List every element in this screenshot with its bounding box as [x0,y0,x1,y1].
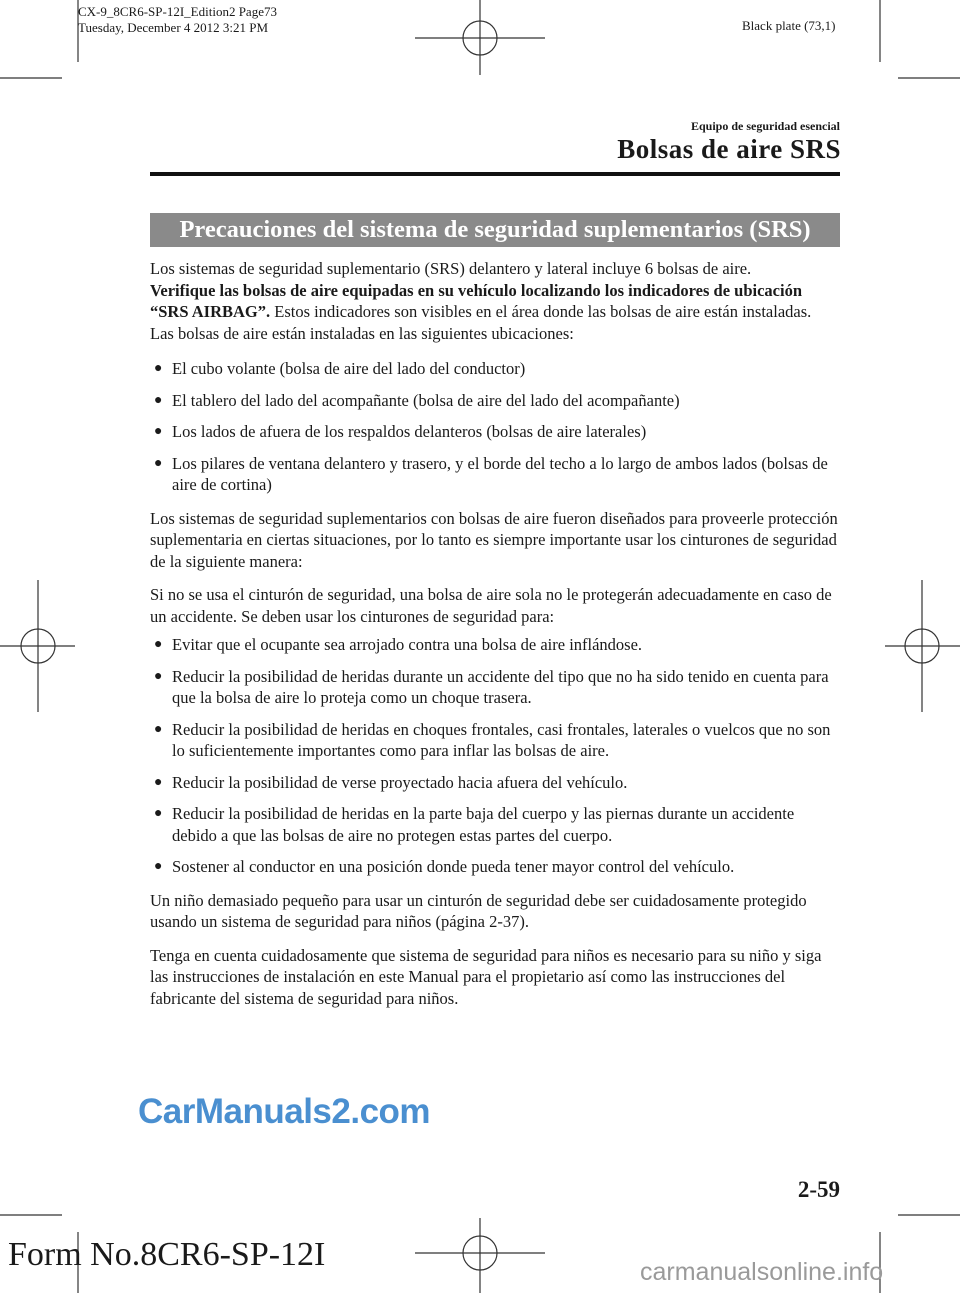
list-item: ● El cubo volante (bolsa de aire del lado del conductor) [154,359,526,378]
intro-paragraph [150,258,842,323]
plate-header [78,4,277,36]
page-content [150,258,842,1021]
section-title: Bolsas de aire SRS [617,134,841,164]
list-item: ● Evitar que el ocupante sea arrojado contra una bolsa de aire inflándose. [154,635,643,654]
bullet-icon: ● [154,668,163,684]
bullet-icon: ● [154,361,163,376]
designed-paragraph: Los sistemas de seguridad suplementarios con bolsas de aire fueron diseñados para proveerle protección suplementaria en ciertas situaciones, por lo tanto es siempre importante usar los cinturones de seguridad de la siguiente manera: [150,508,838,571]
intro-sentence-rest: Estos indicadores son visibles en el área donde las bolsas de aire están instaladas. [270,302,812,321]
list-item: ● Los lados de afuera de los respaldos delanteros (bolsas de aire laterales) [154,422,647,441]
bullet-icon: ● [154,721,163,737]
section-label: Equipo de seguridad esencial [690,119,840,133]
bullet-icon: ● [154,424,163,439]
form-number: Form No.8CR6-SP-12I [8,1236,326,1273]
intro-bold-instruction: Verifique las bolsas de aire equipadas en su vehículo localizando los indicadores de ubicación “SRS AIRBAG”. [150,280,802,321]
list-item: ● El tablero del lado del acompañante (bolsa de aire del lado del acompañante) [154,390,680,410]
bullet-icon: ● [154,392,163,408]
belt-reasons-list [150,634,842,878]
list-item: ● Sostener al conductor en una posición donde pueda tener mayor control del vehículo. [154,857,735,876]
belt-paragraph: Si no se usa el cinturón de seguridad, una bolsa de aire sola no le protegerán adecuadamente en caso de un accidente. Se deben usar los cinturones de seguridad para: [150,585,832,626]
bullet-icon: ● [154,859,163,874]
site-watermark: carmanualsonline.info [640,1258,884,1286]
list-item: ● Reducir la posibilidad de heridas en choques frontales, casi frontales, laterales o vuelcos que no son lo suficientemente importantes como para inflar las bolsas de aire. [154,719,831,760]
list-item: ● Reducir la posibilidad de verse proyectado hacia afuera del vehículo. [154,772,628,792]
list-item: ● Reducir la posibilidad de heridas durante un accidente del tipo que no ha sido tenido en cuenta para que la bolsa de aire lo proteja como un choque trasera. [154,666,829,707]
child-paragraph: Un niño demasiado pequeño para usar un cinturón de seguridad debe ser cuidadosamente protegido usando un sistema de seguridad para niños (página 2-37). [150,890,807,931]
list-item: ● Los pilares de ventana delantero y trasero, y el borde del techo a lo largo de ambos lados (bolsas de aire de cortina) [154,453,828,494]
topic-banner: Precauciones del sistema de seguridad suplementarios (SRS) [150,213,840,247]
bullet-icon: ● [154,455,163,471]
section-rule [150,172,840,176]
bullet-icon: ● [154,806,163,821]
list-item: ● Reducir la posibilidad de heridas en la parte baja del cuerpo y las piernas durante un accidente debido a que las bolsas de aire no protegen estas partes del cuerpo. [154,804,795,845]
bullet-icon: ● [154,774,163,790]
plate-date-line: Tuesday, December 4 2012 3:21 PM [78,20,269,35]
page-number: 2-59 [797,1177,840,1202]
airbag-locations-list [150,358,842,496]
plate-info: Black plate (73,1) [742,18,836,33]
bullet-icon: ● [154,637,163,652]
watermark-logo: CarManuals2.com [138,1092,431,1131]
intro-sentence: Los sistemas de seguridad suplementario (SRS) delantero y lateral incluye 6 bolsas de aire. [150,259,752,278]
locations-intro: Las bolsas de aire están instaladas en las siguientes ubicaciones: [150,323,574,343]
child-seat-paragraph: Tenga en cuenta cuidadosamente que sistema de seguridad para niños es necesario para su niño y siga las instrucciones de instalación en este Manual para el propietario así como las instrucciones del fabricante del sistema de seguridad para niños. [150,945,822,1008]
plate-file-line: CX-9_8CR6-SP-12I_Edition2 Page73 [78,4,277,19]
